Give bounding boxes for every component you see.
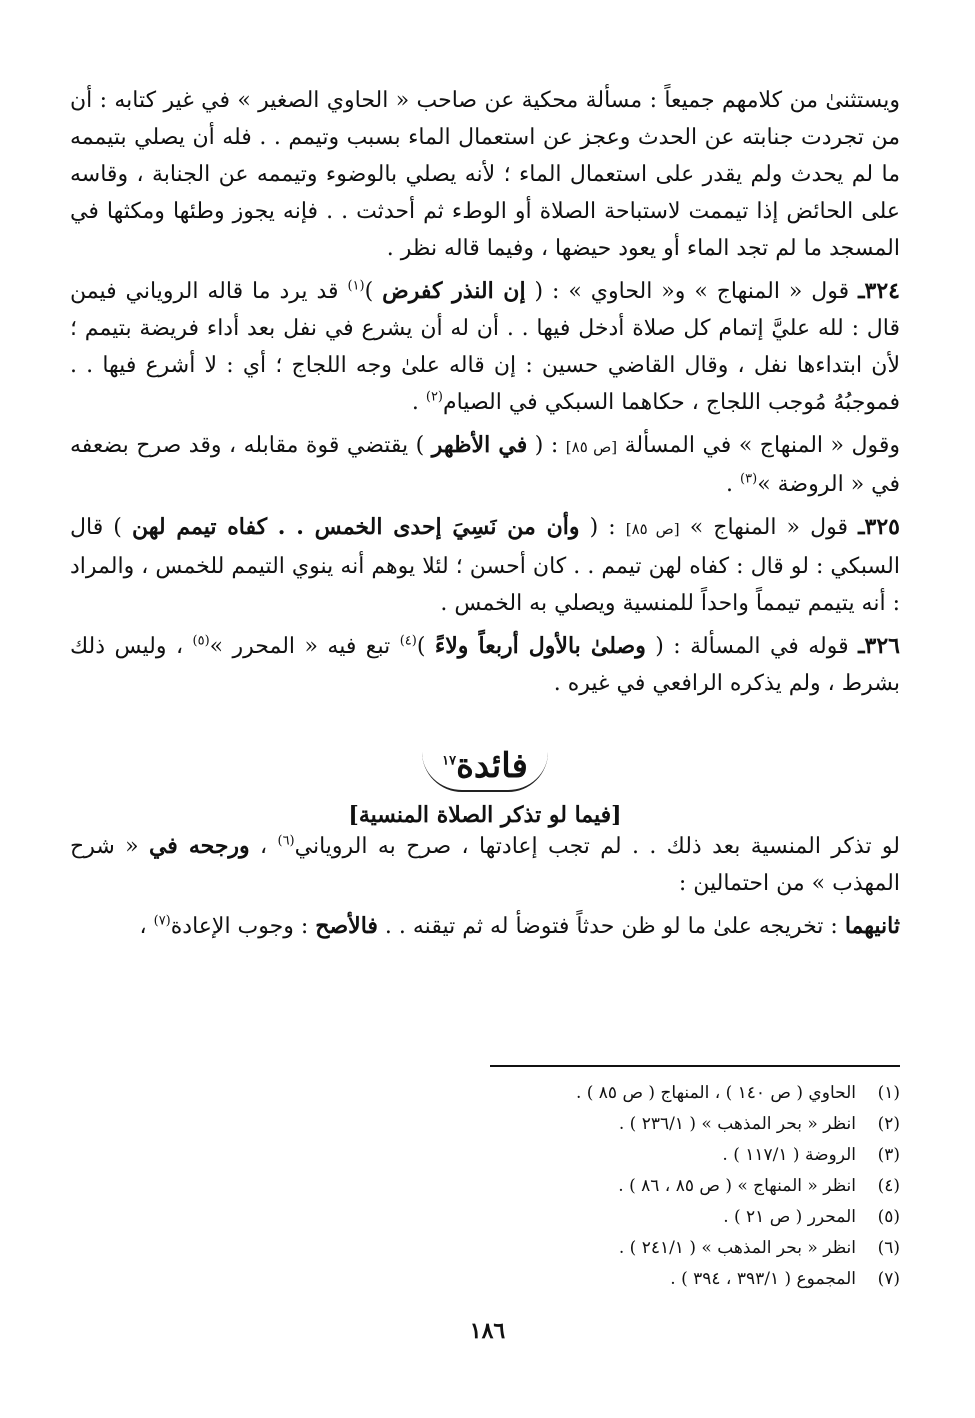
paragraph-1: ويستثنىٰ من كلامهم جميعاً : مسألة محكية عن صاحب « الحاوي الصغير » في غير كتابه : أن من تجردت جنابته عن الحدث وعجز عن استعمال الماء بسبب وتيمم . . فله أن يصلي بتيممه ما لم يحدث ولم يقدر على استعمال الماء ؛ لأنه يصلي بالوضوء وتيممه عن الجنابة ، وقاسه على الحائض إذا تيممت لاستباحة الصلاة أو الوطء ثم أحدثت . . فإنه يجوز وطئها ومكثها في المسجد ما لم تجد الماء أو يعود حيضها ، وفيما قاله نظر .	[70, 88, 900, 261]
text-segment: قول « المنهاج »	[679, 515, 859, 540]
footnote-item	[70, 1140, 900, 1171]
paragraph-324-cont	[70, 427, 900, 503]
text-segment: ) قال السبكي : لو قال : كفاه لهن تيمم . . كان أحسن ؛ لئلا يوهم أنه ينوي التيمم للخمس ، والمراد : أنه يتيمم تيمماً واحداً للمنسية ويصلي به الخمس .	[70, 515, 900, 616]
page-number: ١٨٦	[469, 1318, 506, 1344]
text-segment: : تخريجه علىٰ ما لو ظن حدثاً فتوضأ له ثم تيقنه . .	[377, 914, 845, 939]
footnote-text: الحاوي ( ص ١٤٠ ) ، المنهاج ( ص ٨٥ ) .	[575, 1083, 856, 1103]
footnote-number: (٥)	[877, 1207, 900, 1227]
footnote-ref-5[interactable]: (٥)	[192, 633, 210, 649]
text-segment: )	[416, 634, 435, 659]
footnote-divider	[490, 1065, 900, 1067]
footnote-number: (٧)	[877, 1269, 900, 1289]
bold-text: فالأصح	[315, 913, 378, 939]
quoted-text: وصلىٰ بالأول أربعاً ولاءً	[434, 633, 646, 659]
text-segment: : (	[527, 433, 566, 458]
section-number: ١٧	[442, 753, 457, 769]
text-segment: )	[364, 279, 383, 304]
text-segment: ) يقتضي قوة مقابله ، وقد صرح بضعفه في « الروضة »	[70, 433, 900, 497]
item-number-325: ٣٢٥ـ	[858, 514, 900, 540]
text-segment: ،	[249, 834, 278, 859]
bold-text: ثانيهما	[844, 913, 900, 939]
footnote-ref-1[interactable]: (١)	[347, 278, 365, 294]
footnote-text: المحرر ( ص ٢١ ) .	[723, 1207, 856, 1227]
text-segment: : (	[579, 515, 626, 540]
footnote-ref-2[interactable]: (٢)	[425, 389, 443, 405]
faida-ornament	[422, 746, 548, 792]
text-segment: تبع فيه « المحرر »	[209, 634, 400, 659]
footnote-item	[70, 1233, 900, 1264]
text-segment: قد يرد ما قاله الروياني فيمن قال : لله عليَّ إتمام كل صلاة أدخل فيها . . أن له أن يشرع في نفل بعد أداء فريضة بتيمم ؛ لأن ابتداءها نفل ، وقال القاضي حسين : إن قاله علىٰ وجه اللجاج ؛ أي : لا أشرع فيها . . فموجبُهُ مُوجب اللجاج ، حكاهما السبكي في الصيام	[70, 279, 900, 415]
footnote-ref-3[interactable]: (٣)	[740, 471, 758, 487]
footnote-number: (٢)	[877, 1114, 900, 1134]
text-segment: لو تذكر المنسية بعد ذلك . . لم تجب إعادتها ، صرح به الروياني	[294, 834, 900, 859]
footnote-item	[70, 1202, 900, 1233]
footnote-item	[70, 1078, 900, 1109]
footnote-text: المجموع ( ٣٩٣/١ ، ٣٩٤ ) .	[670, 1269, 856, 1289]
quoted-text: في الأظهر	[431, 432, 528, 458]
footnote-number: (٦)	[877, 1238, 900, 1258]
footnote-number: (١)	[877, 1083, 900, 1103]
text-segment: « شرح المهذب » من احتمالين :	[70, 834, 900, 896]
page-reference: [ص ٨٥]	[565, 438, 618, 456]
footnote-text: انظر « المنهاج » ( ص ٨٥ ، ٨٦ ) .	[618, 1176, 856, 1196]
footnote-item	[70, 1171, 900, 1202]
bold-text: ورجحه في	[148, 833, 250, 859]
footnote-number: (٤)	[877, 1176, 900, 1196]
item-number-324: ٣٢٤ـ	[858, 278, 900, 304]
paragraph-324	[70, 273, 900, 421]
footnote-item	[70, 1264, 900, 1295]
quoted-text: وأن من نَسِيَ إحدى الخمس . . كفاه تيمم لهن	[131, 514, 580, 540]
text-segment: ، وليس ذلك بشرط ، ولم يذكره الرافعي في غيره .	[70, 634, 900, 696]
paragraph-326	[70, 628, 900, 702]
text-segment: .	[411, 390, 426, 415]
footnote-item	[70, 1109, 900, 1140]
text-segment: وقول « المنهاج » في المسألة	[617, 433, 900, 458]
page-reference: [ص ٨٥]	[625, 520, 680, 538]
quoted-text: إن النذر كفرض	[382, 278, 526, 304]
footnote-number: (٣)	[877, 1145, 900, 1165]
footnote-ref-4[interactable]: (٤)	[399, 633, 417, 649]
section-title: [فيما لو تذكر الصلاة المنسية]	[348, 802, 622, 828]
paragraph-faida-2	[70, 908, 900, 945]
text-segment: قول « المنهاج » و« الحاوي » : (	[525, 279, 859, 304]
paragraph-faida-1	[70, 828, 900, 902]
footnotes	[70, 1078, 900, 1295]
footnote-text: الروضة ( ١١٧/١ ) .	[722, 1145, 856, 1165]
text-segment: ،	[139, 914, 154, 939]
item-number-326: ٣٢٦ـ	[858, 633, 900, 659]
text-segment: قوله في المسألة : (	[645, 634, 859, 659]
page-body	[70, 82, 900, 951]
text-segment: : وجوب الإعادة	[170, 914, 316, 939]
section-heading	[70, 746, 900, 792]
paragraph-325	[70, 509, 900, 622]
text-segment: .	[726, 472, 741, 497]
ornament-text: فائدة	[456, 746, 528, 786]
footnote-ref-7[interactable]: (٧)	[153, 913, 171, 929]
footnote-ref-6[interactable]: (٦)	[277, 833, 295, 849]
footnote-text: انظر « بحر المذهب » ( ٢٤١/١ ) .	[618, 1238, 856, 1258]
footnote-text: انظر « بحر المذهب » ( ٢٣٦/١ ) .	[618, 1114, 856, 1134]
